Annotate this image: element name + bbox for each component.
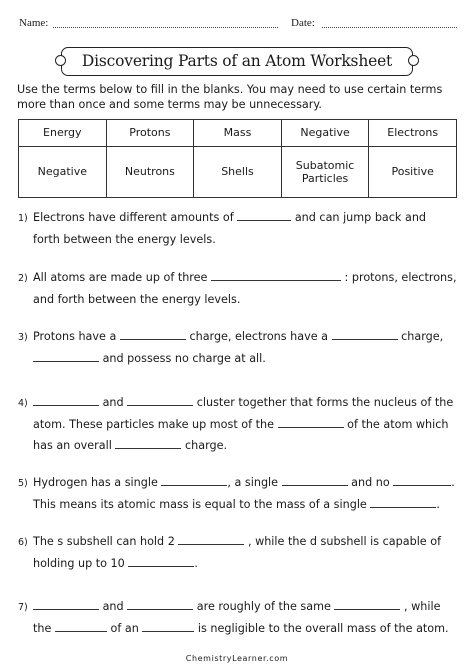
- name-label: Name:: [19, 17, 49, 29]
- blank-line[interactable]: [178, 543, 244, 545]
- term-cell: Neutrons: [106, 146, 194, 197]
- blank-line[interactable]: [278, 426, 344, 428]
- question-text: Protons have a: [33, 330, 117, 343]
- blank-line[interactable]: [393, 484, 451, 486]
- blank-line[interactable]: [33, 360, 99, 362]
- question-2: [18, 267, 463, 310]
- blank-line[interactable]: [33, 608, 99, 610]
- question-number: 3): [18, 332, 28, 343]
- blank-line[interactable]: [127, 608, 193, 610]
- question-text: atom. These particles make up most of the: [33, 418, 274, 431]
- question-text: Electrons have different amounts of: [33, 211, 234, 224]
- blank-line[interactable]: [120, 338, 186, 340]
- instructions: Use the terms below to fill in the blanks. You may need to use certain terms more than once and some terms may be unnecessary.: [17, 83, 443, 111]
- term-cell: Mass: [194, 120, 282, 147]
- question-text: The s subshell can hold 2: [33, 535, 175, 548]
- question-number: 1): [18, 213, 28, 224]
- question-text: and possess no charge at all.: [102, 352, 266, 365]
- question-text: .: [194, 557, 198, 570]
- question-number: 4): [18, 398, 28, 409]
- question-text: charge, electrons have a: [189, 330, 328, 343]
- question-text: , while: [404, 600, 441, 613]
- question-text: holding up to 10: [33, 557, 125, 570]
- question-text: and can jump back and: [294, 211, 427, 224]
- blank-line[interactable]: [142, 630, 194, 632]
- term-cell: Subatomic Particles: [281, 146, 369, 197]
- question-text: and no: [351, 476, 390, 489]
- question-5: [18, 472, 463, 515]
- question-number: 6): [18, 537, 28, 548]
- term-cell: Shells: [194, 146, 282, 197]
- date-field[interactable]: [322, 27, 457, 28]
- term-cell: Negative: [281, 120, 369, 147]
- question-text: All atoms are made up of three: [33, 271, 208, 284]
- question-text: : protons, electrons,: [344, 271, 457, 284]
- question-text: charge,: [401, 330, 444, 343]
- question-text: the: [33, 622, 52, 635]
- blank-line[interactable]: [161, 484, 227, 486]
- question-7: [18, 596, 463, 639]
- question-number: 7): [18, 602, 28, 613]
- question-text: cluster together that forms the nucleus of the: [196, 396, 454, 409]
- blank-line[interactable]: [282, 484, 348, 486]
- blank-line[interactable]: [127, 404, 193, 406]
- blank-line[interactable]: [370, 506, 436, 508]
- question-text: has an overall: [33, 439, 112, 452]
- date-label: Date:: [291, 17, 315, 29]
- table-row: [19, 120, 457, 147]
- question-text: , a single: [227, 476, 279, 489]
- question-text: .: [436, 498, 440, 511]
- table-row: [19, 146, 457, 197]
- question-text: is negligible to the overall mass of the atom.: [197, 622, 449, 635]
- question-text: Hydrogen has a single: [33, 476, 158, 489]
- term-cell: Electrons: [369, 120, 457, 147]
- term-cell: Negative: [19, 146, 107, 197]
- footer-credit: ChemistryLearner.com: [185, 654, 289, 663]
- blank-line[interactable]: [237, 219, 291, 221]
- name-field[interactable]: [53, 27, 278, 28]
- title-banner: [61, 47, 413, 76]
- question-4: [18, 392, 463, 456]
- blank-line[interactable]: [33, 404, 99, 406]
- question-text: forth between the energy levels.: [33, 233, 216, 246]
- question-number: 5): [18, 478, 28, 489]
- question-text: and: [102, 600, 124, 613]
- blank-line[interactable]: [115, 447, 181, 449]
- question-number: 2): [18, 273, 28, 284]
- term-cell: Positive: [369, 146, 457, 197]
- blank-line[interactable]: [334, 608, 400, 610]
- question-text: This means its atomic mass is equal to the mass of a single: [33, 498, 367, 511]
- question-text: and forth between the energy levels.: [33, 293, 241, 306]
- blank-line[interactable]: [211, 279, 341, 281]
- question-1: [18, 207, 463, 250]
- term-cell: Energy: [19, 120, 107, 147]
- question-6: [18, 531, 463, 574]
- question-text: , while the d subshell is capable of: [247, 535, 442, 548]
- blank-line[interactable]: [332, 338, 398, 340]
- blank-line[interactable]: [128, 565, 194, 567]
- page-title: Discovering Parts of an Atom Worksheet: [81, 52, 393, 70]
- question-text: charge.: [184, 439, 228, 452]
- question-text: .: [451, 476, 455, 489]
- question-text: of an: [110, 622, 139, 635]
- question-text: are roughly of the same: [196, 600, 331, 613]
- term-cell: Protons: [106, 120, 194, 147]
- question-3: [18, 326, 463, 369]
- question-text: of the atom which: [347, 418, 449, 431]
- question-text: and: [102, 396, 124, 409]
- blank-line[interactable]: [55, 630, 107, 632]
- terms-table: [18, 119, 457, 198]
